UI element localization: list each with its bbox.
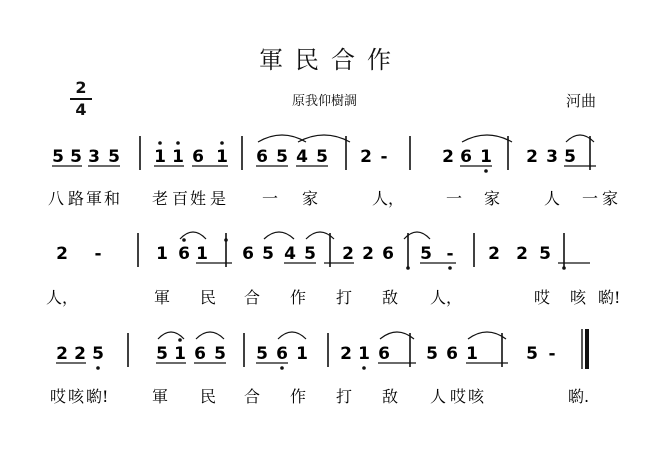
slur-arc — [380, 332, 414, 339]
slur-arc — [278, 332, 306, 339]
note: 2 — [526, 147, 538, 167]
note: 5 — [276, 147, 288, 167]
note: 5 — [304, 244, 316, 264]
note: 5 — [256, 344, 268, 364]
note: 2 — [442, 147, 454, 167]
lyric-syllable: 哎 — [50, 387, 67, 406]
note: 5 — [526, 344, 538, 364]
lyric-syllable: 軍 — [154, 288, 171, 307]
lyric-syllable: 軍 — [86, 189, 103, 208]
lyric-syllable: 一 — [262, 189, 279, 208]
lyric-syllable: 家 — [602, 189, 619, 208]
note: 1 — [480, 147, 492, 167]
note: 5 — [214, 344, 226, 364]
lyric-syllable: 路 — [68, 189, 85, 208]
note: 5 — [420, 244, 432, 264]
lyric-syllable: 咳 — [570, 288, 587, 307]
octave-dot-high — [158, 141, 162, 145]
note: 6 — [242, 244, 254, 264]
lyric-syllable: 敌 — [382, 387, 399, 406]
composer-credit: 河曲 — [566, 92, 597, 110]
note: 1 — [156, 244, 168, 264]
note: 5 — [108, 147, 120, 167]
note: 5 — [70, 147, 82, 167]
lyric-syllable: 人， — [430, 288, 463, 307]
octave-dot-high — [176, 141, 180, 145]
note: 6 — [256, 147, 268, 167]
note: 2 — [360, 147, 372, 167]
note: 5 — [539, 244, 551, 264]
octave-dot-high — [224, 238, 228, 242]
lyric-syllable: 哎 — [534, 288, 551, 307]
lyric-syllable: 作 — [290, 288, 307, 307]
note: 2 — [362, 244, 374, 264]
lyric-syllable: 打 — [336, 288, 353, 307]
lyric-syllable: 人 — [430, 387, 447, 406]
lyric-syllable: 人， — [372, 189, 405, 208]
note: 1 — [466, 344, 478, 364]
note: 2 — [56, 244, 68, 264]
lyric-syllable: 百 — [172, 189, 189, 208]
note: 2 — [56, 344, 68, 364]
note: 2 — [340, 344, 352, 364]
lyric-syllable: 姓 — [190, 189, 207, 208]
note: 5 — [156, 344, 168, 364]
lyric-syllable: 人 — [544, 189, 561, 208]
note: 4 — [296, 147, 308, 167]
note: 5 — [426, 344, 438, 364]
note: 1 — [154, 147, 166, 167]
lyric-syllable: 作 — [290, 387, 307, 406]
sustain-dash: - — [446, 244, 454, 264]
lyric-syllable: 民 — [200, 288, 217, 307]
lyric-syllable: 喲. — [568, 387, 590, 406]
lyric-syllable: 是 — [210, 189, 227, 208]
time-signature-bottom: 4 — [75, 100, 87, 119]
note: 6 — [446, 344, 458, 364]
lyric-syllable: 和 — [104, 189, 121, 208]
note: 3 — [546, 147, 558, 167]
lyric-syllable: 哎 — [450, 387, 467, 406]
note: 1 — [216, 147, 228, 167]
lyric-syllable: 喲! — [598, 288, 621, 307]
slur-arc — [196, 332, 224, 339]
note: 6 — [460, 147, 472, 167]
lyric-syllable: 喲! — [86, 387, 109, 406]
note: 1 — [296, 344, 308, 364]
time-signature-top: 2 — [75, 78, 87, 97]
note: 5 — [564, 147, 576, 167]
octave-dot-high — [178, 338, 182, 342]
note: 5 — [52, 147, 64, 167]
lyric-syllable: 家 — [484, 189, 501, 208]
octave-dot-low — [562, 266, 566, 270]
octave-dot-low — [406, 266, 410, 270]
lyric-syllable: 一 — [582, 189, 599, 208]
song-title: 軍民合作 — [259, 46, 403, 74]
note: 6 — [192, 147, 204, 167]
lyric-syllable: 家 — [302, 189, 319, 208]
lyric-syllable: 八 — [48, 189, 65, 208]
octave-dot-low — [448, 266, 452, 270]
octave-dot-low — [362, 366, 366, 370]
note: 6 — [382, 244, 394, 264]
octave-dot-high — [182, 238, 186, 242]
note: 2 — [74, 344, 86, 364]
slur-arc — [298, 135, 350, 142]
note: 2 — [488, 244, 500, 264]
slur-arc — [468, 332, 506, 339]
slur-arc — [180, 232, 206, 239]
lyric-syllable: 合 — [244, 387, 261, 406]
note: 1 — [174, 344, 186, 364]
slur-arc — [158, 332, 184, 339]
lyric-syllable: 民 — [200, 387, 217, 406]
note: 2 — [342, 244, 354, 264]
octave-dot-low — [96, 366, 100, 370]
note: 5 — [316, 147, 328, 167]
song-subtitle: 原我仰樹調 — [292, 94, 358, 109]
lyric-syllable: 老 — [152, 189, 169, 208]
note: 3 — [88, 147, 100, 167]
lyric-syllable: 軍 — [152, 387, 169, 406]
note: 2 — [516, 244, 528, 264]
note: 6 — [178, 244, 190, 264]
lyric-syllable: 人， — [46, 288, 79, 307]
note: 6 — [194, 344, 206, 364]
lyric-syllable: 咳 — [468, 387, 485, 406]
slur-arc — [264, 232, 294, 239]
sustain-dash: - — [548, 344, 556, 364]
octave-dot-low — [280, 366, 284, 370]
sustain-dash: - — [380, 147, 388, 167]
note: 1 — [172, 147, 184, 167]
octave-dot-low — [484, 169, 488, 173]
slur-arc — [462, 135, 512, 142]
note: 1 — [358, 344, 370, 364]
lyric-syllable: 一 — [446, 189, 463, 208]
note: 4 — [284, 244, 296, 264]
note: 6 — [276, 344, 288, 364]
lyric-syllable: 打 — [336, 387, 353, 406]
lyric-syllable: 咳 — [68, 387, 85, 406]
note: 5 — [92, 344, 104, 364]
lyric-syllable: 敌 — [382, 288, 399, 307]
note: 1 — [196, 244, 208, 264]
note: 6 — [378, 344, 390, 364]
octave-dot-high — [220, 141, 224, 145]
sustain-dash: - — [94, 244, 102, 264]
lyric-syllable: 合 — [244, 288, 261, 307]
note: 5 — [262, 244, 274, 264]
